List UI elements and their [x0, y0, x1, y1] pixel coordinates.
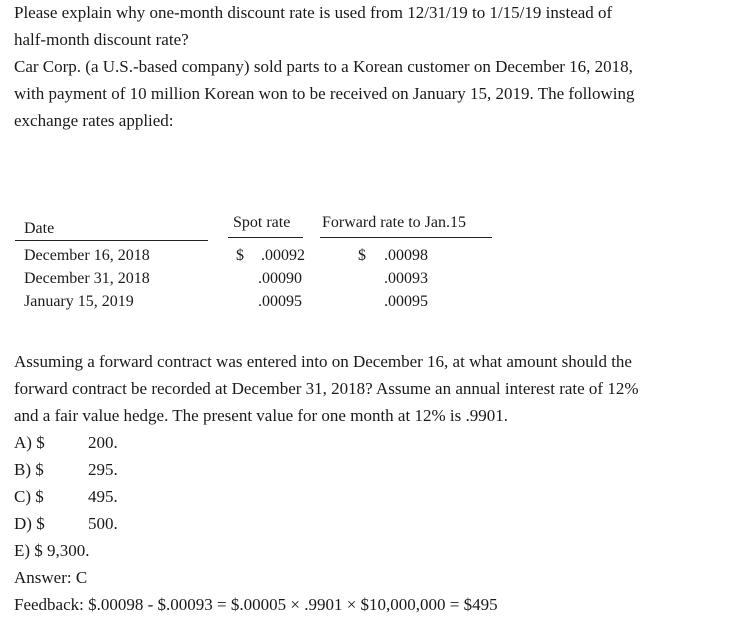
table-row-spot-symbol: $: [236, 247, 244, 264]
table-row-forward: .00098: [384, 247, 428, 264]
prompt-line-3: and a fair value hedge. The present value for one month at 12% is .9901.: [14, 406, 508, 425]
feedback-text: Feedback: $.00098 - $.00093 = $.00005 × .9901 × $10,000,000 = $495: [14, 595, 498, 614]
option-e-label: E) $ 9,300.: [14, 541, 90, 560]
question-line-4: with payment of 10 million Korean won to be received on January 15, 2019. The following: [14, 84, 635, 103]
table-row-date: January 15, 2019: [24, 293, 134, 310]
option-d-label: D) $: [14, 514, 45, 533]
option-d-value: 500.: [88, 514, 118, 533]
table-header-forward: Forward rate to Jan.15: [322, 214, 466, 231]
table-row-spot: .00092: [261, 247, 305, 264]
answer-text: Answer: C: [14, 568, 88, 587]
table-row-date: December 16, 2018: [24, 247, 150, 264]
table-header-rule-spot: [228, 237, 303, 238]
option-c-value: 495.: [88, 487, 118, 506]
table-header-spot: Spot rate: [233, 214, 291, 231]
option-c-label: C) $: [14, 487, 44, 506]
question-line-3: Car Corp. (a U.S.-based company) sold parts to a Korean customer on December 16, 2018,: [14, 57, 633, 76]
question-line-5: exchange rates applied:: [14, 111, 174, 130]
option-a-value: 200.: [88, 433, 118, 452]
table-row-date: December 31, 2018: [24, 270, 150, 287]
question-line-1: Please explain why one-month discount rate is used from 12/31/19 to 1/15/19 instead of: [14, 3, 613, 22]
table-row-forward: .00093: [384, 270, 428, 287]
option-b-label: B) $: [14, 460, 44, 479]
table-header-date: Date: [24, 220, 55, 237]
table-header-rule-forward: [320, 237, 492, 238]
table-row-spot: .00095: [258, 293, 302, 310]
option-b-value: 295.: [88, 460, 118, 479]
table-row-forward-symbol: $: [358, 247, 366, 264]
table-row-forward: .00095: [384, 293, 428, 310]
prompt-line-2: forward contract be recorded at December 31, 2018? Assume an annual interest rate of 12%: [14, 379, 639, 398]
table-row-spot: .00090: [258, 270, 302, 287]
prompt-line-1: Assuming a forward contract was entered into on December 16, at what amount should the: [14, 352, 632, 371]
table-header-rule-date: [15, 240, 208, 241]
option-a-label: A) $: [14, 433, 45, 452]
question-line-2: half-month discount rate?: [14, 30, 189, 49]
